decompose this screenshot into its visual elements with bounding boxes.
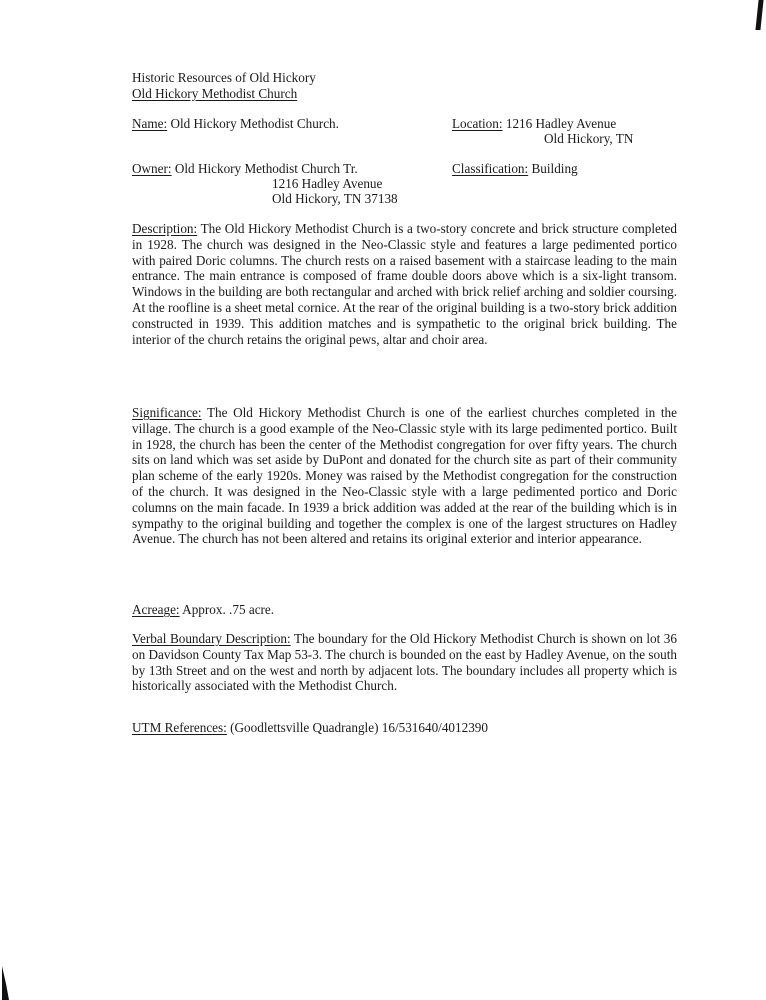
acreage-value: Approx. .75 acre. bbox=[182, 602, 275, 617]
boundary-label: Verbal Boundary Description: bbox=[132, 631, 291, 646]
scan-mark-bottom-left bbox=[2, 966, 9, 1000]
significance-text: The Old Hickory Methodist Church is one of the earliest churches completed in the village. The church is a good example of the Neo-Classic style with its large pedimented portico. Built in 1928, the church has been the center of the Methodist congregation for over fifty years. The church sits on land which was set aside by DuPont and donated for the church site as part of their community plan scheme of the early 1920s. Money was raised by the Methodist congregation for the construction of the church. It was designed in the Neo-Classic style with a large pedimented portico and Doric columns on the main facade. In 1939 a brick addition was added at the rear of the building which is in sympathy to the original building and together the complex is one of the largest structures on Hadley Avenue. The church has not been altered and retains its original exterior and interior appearance. bbox=[132, 405, 677, 547]
location-label: Location: bbox=[452, 116, 503, 131]
location-line2: Old Hickory, TN bbox=[544, 131, 634, 146]
significance-paragraph bbox=[132, 405, 677, 547]
acreage-label: Acreage: bbox=[132, 602, 180, 617]
utm-value: (Goodlettsville Quadrangle) 16/531640/4012390 bbox=[230, 720, 488, 735]
scan-mark-top-right bbox=[755, 0, 763, 30]
owner-line1: Old Hickory Methodist Church Tr. bbox=[174, 161, 358, 176]
utm-row bbox=[132, 720, 488, 736]
name-value: Old Hickory Methodist Church. bbox=[170, 116, 339, 131]
classification-row bbox=[452, 161, 578, 177]
description-paragraph bbox=[132, 221, 677, 347]
classification-label: Classification: bbox=[452, 161, 529, 176]
location-row bbox=[452, 116, 616, 132]
owner-line2: 1216 Hadley Avenue bbox=[272, 176, 383, 191]
location-line1: 1216 Hadley Avenue bbox=[505, 116, 617, 131]
owner-label: Owner: bbox=[132, 161, 172, 176]
owner-row bbox=[132, 161, 358, 177]
acreage-row bbox=[132, 602, 274, 618]
header-subtitle: Old Hickory Methodist Church bbox=[132, 86, 298, 101]
classification-value: Building bbox=[531, 161, 578, 176]
significance-label: Significance: bbox=[132, 405, 202, 420]
description-label: Description: bbox=[132, 221, 198, 236]
header-title: Historic Resources of Old Hickory bbox=[132, 70, 316, 85]
boundary-paragraph bbox=[132, 631, 677, 694]
name-row bbox=[132, 116, 339, 132]
boundary-text: The boundary for the Old Hickory Methodist Church is shown on lot 36 on Davidson County Tax Map 53-3. The church is bounded on the east by Hadley Avenue, on the south by 13th Street and on the west and north by adjacent lots. The boundary includes all property which is historically associated with the Methodist Church. bbox=[132, 631, 677, 694]
owner-line3: Old Hickory, TN 37138 bbox=[272, 191, 398, 206]
name-label: Name: bbox=[132, 116, 168, 131]
document-header bbox=[132, 70, 316, 102]
description-text: The Old Hickory Methodist Church is a two-story concrete and brick structure completed in 1928. The church was designed in the Neo-Classic style and features a large pedimented portico with paired Doric columns. The church rests on a raised basement with a staircase leading to the main entrance. The main entrance is composed of frame double doors above which is a six-light transom. Windows in the building are both rectangular and arched with brick relief arching and soldier coursing. At the roofline is a sheet metal cornice. At the rear of the original building is a two-story brick addition constructed in 1939. This addition matches and is sympathetic to the original brick building. The interior of the church retains the original pews, altar and choir area. bbox=[132, 221, 677, 347]
utm-label: UTM References: bbox=[132, 720, 227, 735]
